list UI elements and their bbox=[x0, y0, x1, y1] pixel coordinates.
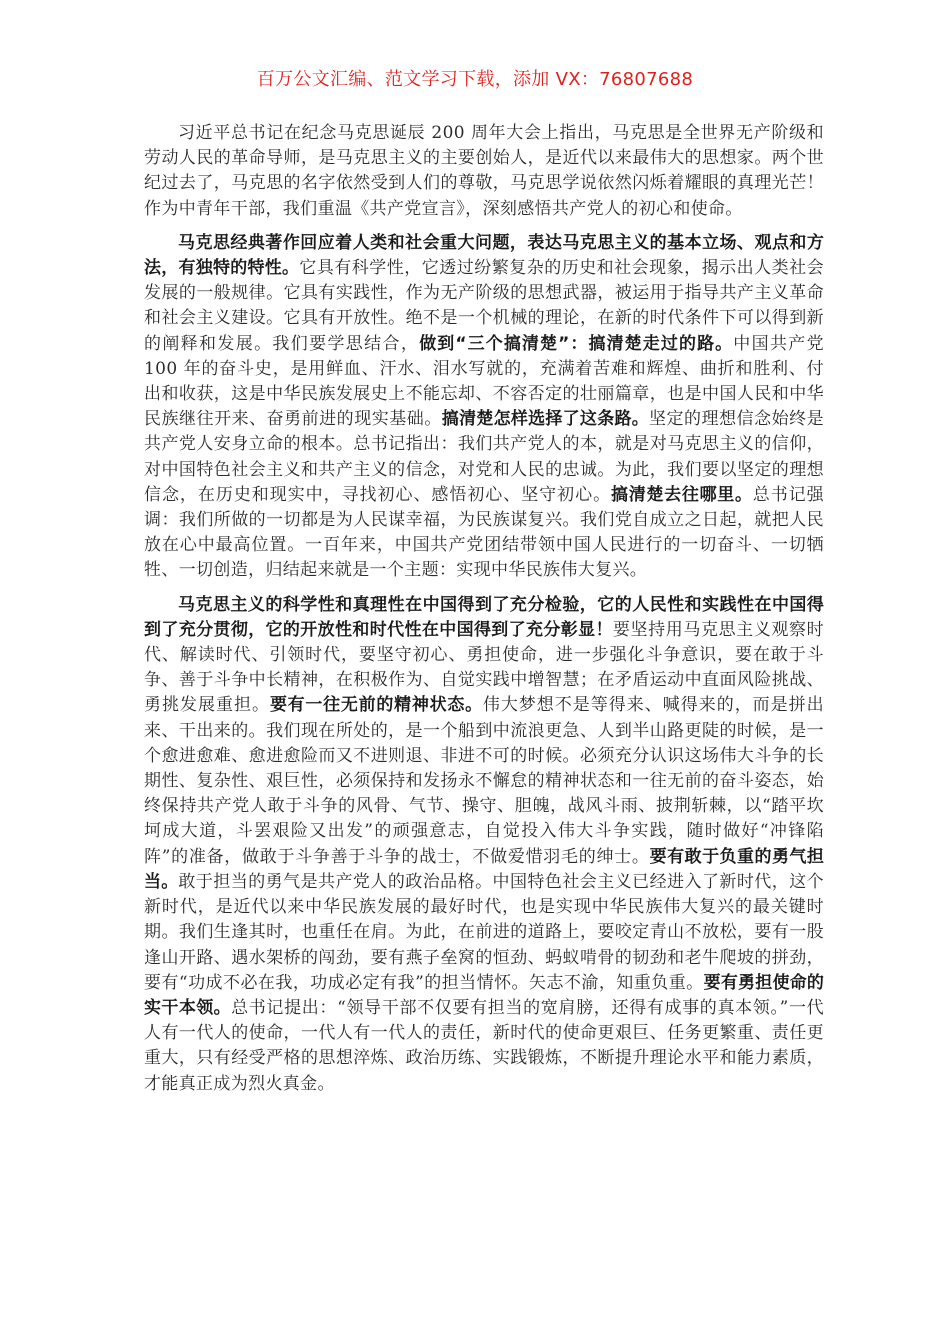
paragraph-text: 要坚持用马克思主义观察时代、解读时代、引领时代，要坚守初心、勇担使命，进一步强化斗争意识，要在敢于斗争、善于斗争中长精神，在积极作为、自觉实践中增智慧；在矛盾运动中直面风险挑战、勇挑发展重担。 bbox=[144, 619, 824, 716]
paragraph-classic-works bbox=[144, 231, 824, 584]
paragraph-text: 总书记提出：“领导干部不仅要有担当的宽肩膀，还得有成事的真本领。”一代人有一代人的使命，一代人有一代人的责任，新时代的使命更艰巨、任务更繁重、责任更重大，只有经受严格的思想淬炼、政治历练、实践锻炼，不断提升理论水平和能力素质，才能真正成为烈火真金。 bbox=[144, 997, 824, 1094]
bold-heading-chosen-path: 搞清楚怎样选择了这条路。 bbox=[441, 409, 649, 430]
paragraph-text: 敢于担当的勇气是共产党人的政治品格。中国特色社会主义已经进入了新时代，这个新时代，是近代以来中华民族发展的最好时代，也是实现中华民族伟大复兴的最关键时期。我们生逢其时，也重任在肩。为此，在前进的道路上，要咬定青山不放松，要有一股逢山开路、遇水架桥的闯劲，要有燕子垒窝的恒劲、蚂蚁啃骨的韧劲和老牛爬坡的拼劲，要有“功成不必在我，功成必定有我”的担当情怀。矢志不渝，知重负重。 bbox=[144, 871, 824, 993]
bold-lead-sentence: 马克思经典著作回应着人类和社会重大问题，表达马克思主义的基本立场、观点和方法，有独特的特性。 bbox=[144, 232, 824, 279]
paragraph-text: 坚定的理想信念始终是共产党人安身立命的根本。总书记指出：我们共产党人的本，就是对马克思主义的信仰，对中国特色社会主义和共产主义的信念，对党和人民的忠诚。为此，我们要以坚定的理想信念，在历史和现实中，寻找初心、感悟初心、坚守初心。 bbox=[144, 409, 825, 505]
paragraph-text: 习近平总书记在纪念马克思诞辰 200 周年大会上指出，马克思是全世界无产阶级和劳动人民的革命导师，是马克思主义的主要创始人，是近代以来最伟大的思想家。两个世纪过去了，马克思的名字依然受到人们的尊敬，马克思学说依然闪烁着耀眼的真理光芒！作为中青年干部，我们重温《共产党宣言》，深刻感悟共产党人的初心和使命。 bbox=[144, 123, 824, 219]
bold-heading-courage: 要有敢于负重的勇气担当。 bbox=[144, 846, 825, 892]
paragraph-text: 中国共产党 100 年的奋斗史，是用鲜血、汗水、泪水写就的，充满着苦难和辉煌、曲折和胜利、付出和收获，这是中华民族发展史上不能忘却、不容否定的壮丽篇章，也是中国人民和中华民族继往开来、奋勇前进的现实基础。 bbox=[144, 333, 824, 430]
paragraph-intro bbox=[144, 121, 824, 222]
paragraph-scientific-truth bbox=[144, 593, 824, 1097]
paragraph-text: 总书记强调：我们所做的一切都是为人民谋幸福，为民族谋复兴。我们党自成立之日起，就把人民放在心中最高位置。一百年来，中国共产党团结带领中国人民进行的一切奋斗、一切牺牲、一切创造，归结起来就是一个主题：实现中华民族伟大复兴。 bbox=[144, 484, 824, 581]
article-body bbox=[144, 121, 824, 1097]
paragraph-text: 伟大梦想不是等得来、喊得来的，而是拼出来、干出来的。我们现在所处的，是一个船到中流浪更急、人到半山路更陡的时候，是一个愈进愈难、愈进愈险而又不进则退、非进不可的时候。必须充分认识这场伟大斗争的长期性、复杂性、艰巨性，必须保持和发扬永不懈怠的精神状态和一往无前的奋斗姿态，始终保持共产党人敢于斗争的风骨、气节、操守、胆魄，战风斗雨、披荆斩棘，以“踏平坎坷成大道，斗罢艰险又出发”的顽强意志，自觉投入伟大斗争实践，随时做好“冲锋陷阵”的准备，做敢于斗争善于斗争的战士，不做爱惜羽毛的绅士。 bbox=[144, 695, 825, 867]
paragraph-text: 它具有科学性，它透过纷繁复杂的历史和社会现象，揭示出人类社会发展的一般规律。它具有实践性，作为无产阶级的思想武器，被运用于指导共产主义革命和社会主义建设。它具有开放性。绝不是一个机械的理论，在新的时代条件下可以得到新的阐释和发展。我们要学思结合， bbox=[144, 258, 825, 354]
bold-heading-three-clarities: 做到“三个搞清楚”：搞清楚走过的路。 bbox=[419, 333, 734, 354]
bold-heading-ability: 要有勇担使命的实干本领。 bbox=[144, 972, 824, 1018]
header-banner: 百万公文汇编、范文学习下载，添加 VX：76807688 bbox=[256, 69, 694, 90]
bold-heading-spirit: 要有一往无前的精神状态。 bbox=[269, 695, 483, 716]
bold-heading-where-to-go: 搞清楚去往哪里。 bbox=[611, 484, 753, 505]
bold-lead-sentence: 马克思主义的科学性和真理性在中国得到了充分检验，它的人民性和实践性在中国得到了充分贯彻，它的开放性和时代性在中国得到了充分彰显！ bbox=[144, 594, 824, 640]
